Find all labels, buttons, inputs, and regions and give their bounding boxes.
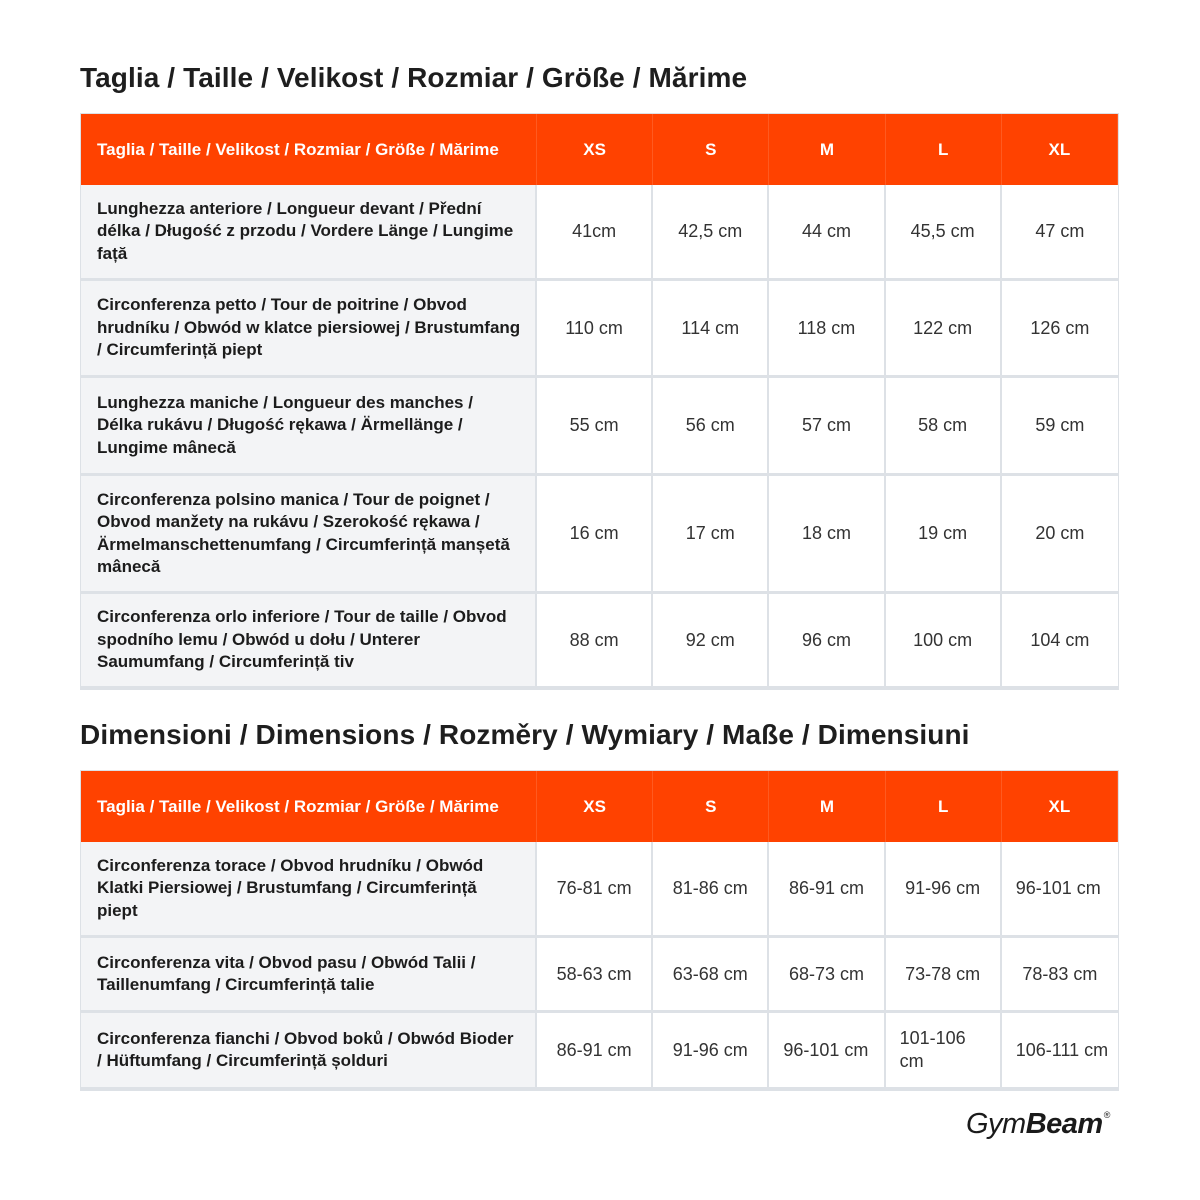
gymbeam-logo <box>966 1108 1110 1141</box>
cell-m: 57 cm <box>769 378 885 476</box>
cell-m: 118 cm <box>769 281 885 378</box>
cell-xs: 55 cm <box>537 378 653 476</box>
cell-s: 92 cm <box>653 594 769 689</box>
size-table <box>80 113 1119 690</box>
cell-l: 45,5 cm <box>886 185 1002 281</box>
cell-xl: 104 cm <box>1002 594 1118 689</box>
cell-s: 17 cm <box>653 476 769 594</box>
cell-l: 91-96 cm <box>886 842 1002 938</box>
header-xl: XL <box>1002 771 1118 842</box>
header-m: M <box>769 114 885 185</box>
cell-xl: 106-111 cm <box>1002 1013 1118 1090</box>
cell-m: 96 cm <box>769 594 885 689</box>
registered-mark: ® <box>1103 1110 1110 1120</box>
row-label: Circonferenza polsino manica / Tour de poignet / Obvod manžety na rukávu / Szerokość rękawa / Ärmelmanschettenumfang / Circumferință manșetă mânecă <box>81 476 537 594</box>
cell-xs: 58-63 cm <box>537 938 653 1013</box>
logo-beam-text: Beam <box>1025 1108 1103 1140</box>
header-l: L <box>886 771 1002 842</box>
row-label: Lunghezza anteriore / Longueur devant / Přední délka / Długość z przodu / Vordere Länge / Lungime față <box>81 185 537 281</box>
cell-m: 68-73 cm <box>769 938 885 1013</box>
header-xs: XS <box>537 114 653 185</box>
cell-m: 18 cm <box>769 476 885 594</box>
cell-m: 86-91 cm <box>769 842 885 938</box>
cell-xs: 16 cm <box>537 476 653 594</box>
table-header-row <box>81 771 1118 842</box>
header-s: S <box>653 771 769 842</box>
cell-xl: 20 cm <box>1002 476 1118 594</box>
cell-xs: 88 cm <box>537 594 653 689</box>
header-m: M <box>769 771 885 842</box>
header-size-label: Taglia / Taille / Velikost / Rozmiar / Größe / Mărime <box>81 771 537 842</box>
table-row <box>81 476 1118 594</box>
table-row <box>81 938 1118 1013</box>
cell-xl: 78-83 cm <box>1002 938 1118 1013</box>
cell-xl: 47 cm <box>1002 185 1118 281</box>
cell-m: 96-101 cm <box>769 1013 885 1090</box>
cell-xl: 59 cm <box>1002 378 1118 476</box>
table-row <box>81 842 1118 938</box>
cell-l: 122 cm <box>886 281 1002 378</box>
table-row <box>81 594 1118 689</box>
dimensions-table <box>80 770 1119 1091</box>
cell-xs: 86-91 cm <box>537 1013 653 1090</box>
row-label: Circonferenza torace / Obvod hrudníku / Obwód Klatki Piersiowej / Brustumfang / Circumferință piept <box>81 842 537 938</box>
cell-l: 58 cm <box>886 378 1002 476</box>
row-label: Circonferenza petto / Tour de poitrine / Obvod hrudníku / Obwód w klatce piersiowej / Brustumfang / Circumferință piept <box>81 281 537 378</box>
row-label: Circonferenza orlo inferiore / Tour de taille / Obvod spodního lemu / Obwód u dołu / Unterer Saumumfang / Circumferință tiv <box>81 594 537 689</box>
header-xl: XL <box>1002 114 1118 185</box>
cell-m: 44 cm <box>769 185 885 281</box>
cell-l: 101-106 cm <box>886 1013 1002 1090</box>
cell-s: 56 cm <box>653 378 769 476</box>
row-label: Lunghezza maniche / Longueur des manches / Délka rukávu / Długość rękawa / Ärmellänge / Lungime mânecă <box>81 378 537 476</box>
cell-xs: 76-81 cm <box>537 842 653 938</box>
cell-xl: 126 cm <box>1002 281 1118 378</box>
size-section-title: Taglia / Taille / Velikost / Rozmiar / Größe / Mărime <box>80 62 748 93</box>
cell-xs: 110 cm <box>537 281 653 378</box>
cell-s: 42,5 cm <box>653 185 769 281</box>
cell-xl: 96-101 cm <box>1002 842 1118 938</box>
table-row <box>81 185 1118 281</box>
header-xs: XS <box>537 771 653 842</box>
table-header-row <box>81 114 1118 185</box>
logo-gym-text: Gym <box>966 1108 1026 1140</box>
cell-l: 19 cm <box>886 476 1002 594</box>
table-row <box>81 378 1118 476</box>
cell-s: 81-86 cm <box>653 842 769 938</box>
table-row <box>81 1013 1118 1090</box>
header-l: L <box>886 114 1002 185</box>
row-label: Circonferenza vita / Obvod pasu / Obwód Talii / Taillenumfang / Circumferință talie <box>81 938 537 1013</box>
cell-s: 63-68 cm <box>653 938 769 1013</box>
table-row <box>81 281 1118 378</box>
row-label: Circonferenza fianchi / Obvod boků / Obwód Bioder / Hüftumfang / Circumferință șolduri <box>81 1013 537 1090</box>
cell-l: 73-78 cm <box>886 938 1002 1013</box>
header-s: S <box>653 114 769 185</box>
cell-s: 91-96 cm <box>653 1013 769 1090</box>
header-size-label: Taglia / Taille / Velikost / Rozmiar / Größe / Mărime <box>81 114 537 185</box>
cell-xs: 41cm <box>537 185 653 281</box>
cell-s: 114 cm <box>653 281 769 378</box>
cell-l: 100 cm <box>886 594 1002 689</box>
dimensions-section-title: Dimensioni / Dimensions / Rozměry / Wymiary / Maße / Dimensiuni <box>80 719 970 750</box>
